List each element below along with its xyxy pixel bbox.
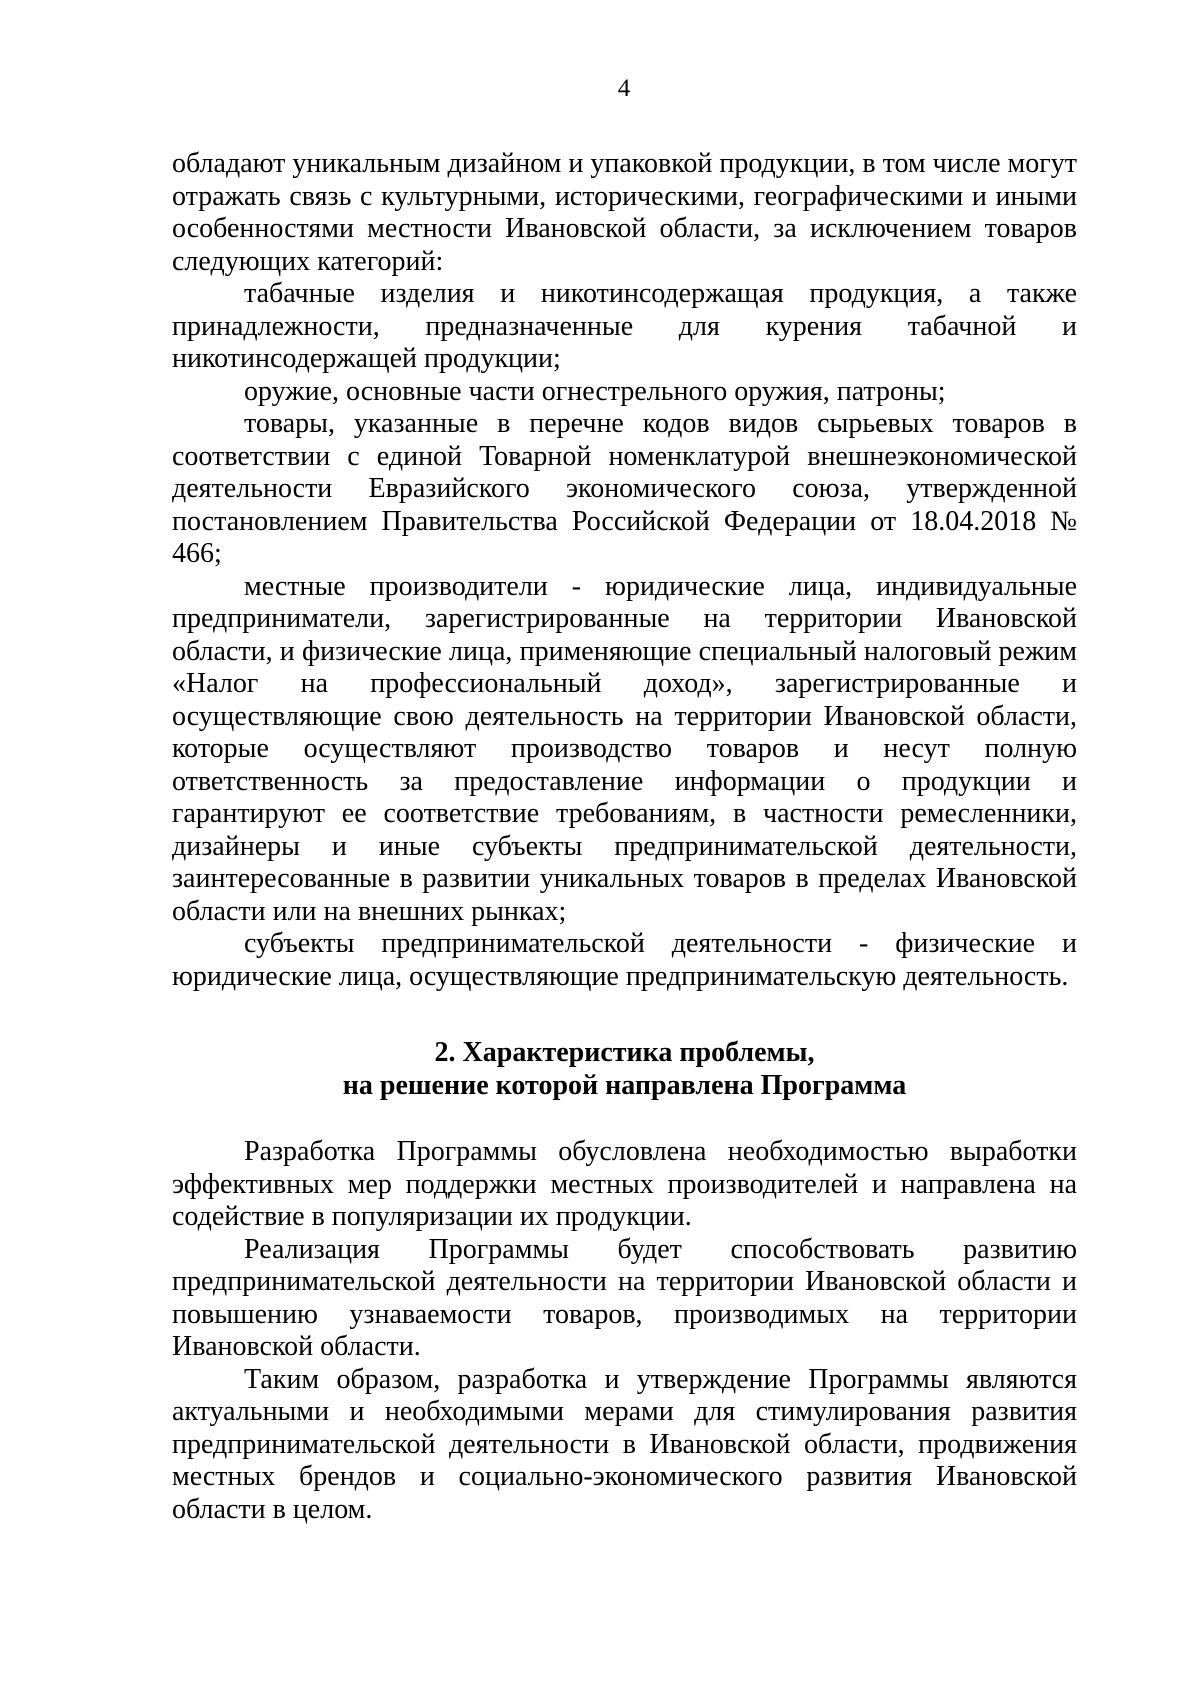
paragraph-weapons: оружие, основные части огнестрельного оружия, патроны; <box>244 375 946 407</box>
paragraph-conclusion: Таким образом, разработка и утверждение Программы являются актуальными и необходимыми мерами для стимулирования развития предпринимательской деятельности в Ивановской области, продвижения местных брендов и социально-экономического развития Ивановской области в целом. <box>172 1363 1077 1525</box>
paragraph-program-implementation: Реализация Программы будет способствовать развитию предпринимательской деятельности на территории Ивановской области и повышению узнаваемости товаров, производимых на территории Ивановской области. <box>172 1233 1077 1362</box>
page-number: 4 <box>617 75 631 102</box>
section-heading-line-2: на решение которой направлена Программа <box>342 1069 907 1101</box>
paragraph-tobacco: табачные изделия и никотинсодержащая продукция, а также принадлежности, предназначенные для курения табачной и никотинсодержащей продукции; <box>172 278 1077 374</box>
section-heading <box>172 1037 1077 1102</box>
paragraph-raw-goods: товары, указанные в перечне кодов видов сырьевых товаров в соответствии с единой Товарной номенклатурой внешнеэкономической деятельности Евразийского экономического союза, утвержденной постановлением Правительства Российской Федерации от 18.04.2018 № 466; <box>172 408 1077 569</box>
paragraph-program-development: Разработка Программы обусловлена необходимостью выработки эффективных мер поддержки местных производителей и направлена на содействие в популяризации их продукции. <box>172 1136 1077 1232</box>
paragraph-continuation: обладают уникальным дизайном и упаковкой продукции, в том числе могут отражать связь с культурными, историческими, географическими и иными особенностями местности Ивановской области, за исключением товаров следующих категорий: <box>172 148 1077 277</box>
section-heading-line-1: 2. Характеристика проблемы, <box>434 1037 815 1068</box>
document-body <box>172 148 1077 1526</box>
paragraph-business-entities: субъекты предпринимательской деятельности - физические и юридические лица, осуществляющие предпринимательскую деятельность. <box>172 928 1077 992</box>
paragraph-local-producers: местные производители - юридические лица, индивидуальные предприниматели, зарегистрированные на территории Ивановской области, и физические лица, применяющие специальный налоговый режим «Налог на профессиональный доход», зарегистрированные и осуществляющие свою деятельность на территории Ивановской области, которые осуществляют производство товаров и несут полную ответственность за предоставление информации о продукции и гарантируют ее соответствие требованиям, в частности ремесленники, дизайнеры и иные субъекты предпринимательской деятельности, заинтересованные в развитии уникальных товаров в пределах Ивановской области или на внешних рынках; <box>172 570 1077 927</box>
